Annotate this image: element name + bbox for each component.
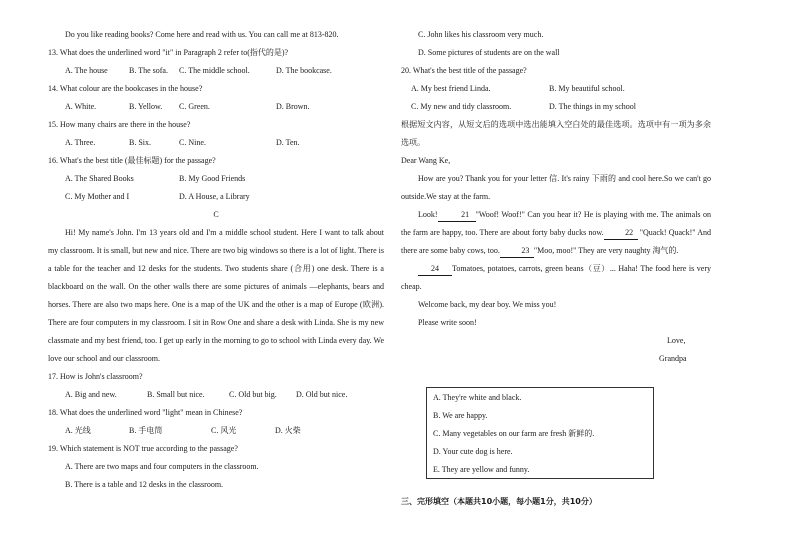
box-option-a[interactable]: A. They're white and black.: [433, 393, 522, 402]
q13-option-a[interactable]: A. The house: [65, 66, 108, 75]
question-15: 15. How many chairs are there in the house?: [48, 120, 191, 129]
question-19: 19. Which statement is NOT true according to the passage?: [48, 444, 238, 453]
box-option-b[interactable]: B. We are happy.: [433, 411, 488, 420]
q15-option-b[interactable]: B. Six.: [129, 138, 152, 147]
q14-option-a[interactable]: A. White.: [65, 102, 97, 111]
letter-paragraph-5: Please write soon!: [418, 318, 477, 327]
q19-option-b[interactable]: B. There is a table and 12 desks in the classroom.: [65, 480, 224, 489]
box-option-c[interactable]: C. Many vegetables on our farm are fresh 新鲜的.: [433, 429, 595, 438]
letter-text: Tomatoes, potatoes, carrots, green beans（豆）... Haha! The food here is very cheap.: [401, 264, 711, 291]
q13-option-d[interactable]: D. The bookcase.: [276, 66, 332, 75]
question-16: 16. What's the best title (最佳标题) for the passage?: [48, 156, 216, 165]
letter-paragraph-1: How are you? Thank you for your letter 信. It's rainy 下雨的 and cool here.So we can't go outside.We stay at the farm.: [401, 174, 711, 201]
answer-options-box: [426, 387, 654, 479]
q16-option-b[interactable]: B. My Good Friends: [179, 174, 246, 183]
q20-option-d[interactable]: D. The things in my school: [549, 102, 636, 111]
question-13: 13. What does the underlined word "it" in Paragraph 2 refer to(指代的是)?: [48, 48, 289, 57]
letter-salutation: Dear Wang Ke,: [401, 156, 451, 165]
q20-option-a[interactable]: A. My best friend Linda.: [411, 84, 491, 93]
q18-option-c[interactable]: C. 风光: [211, 426, 237, 435]
letter-text: Look!: [418, 210, 438, 219]
letter-paragraph-4: Welcome back, my dear boy. We miss you!: [418, 300, 557, 309]
blank-23[interactable]: 23: [500, 245, 534, 258]
question-14: 14. What colour are the bookcases in the house?: [48, 84, 203, 93]
passage-b-tail: Do you like reading books? Come here and read with us. You can call me at 813-820.: [65, 30, 339, 39]
passage-c: Hi! My name's John. I'm 13 years old and I'm a middle school student. Here I want to talk about my classroom. It is small, but new and nice. There are two big windows so there is a lot of light. There is a table for the teacher and 12 desks for the students. Two students share (合用) one desk. There is a blackboard on the wall. On the other walls there are some pictures of animals —elephants, bears and horses. There are also two maps here. One is a map of the UK and the other is a map of Europe (欧洲). There are four computers in my classroom. I sit in Row One and share a desk with Linda. She is my new classmate and my best friend, too. I get up early in the morning to go to school with Linda every day. We love our school and our classroom.: [48, 228, 384, 363]
blank-24[interactable]: 24: [418, 263, 452, 276]
q17-options: [48, 386, 384, 404]
q15-options: [48, 134, 384, 152]
section-3-heading: 三、完形填空（本题共10小题，每小题1分，共10分）: [401, 497, 597, 506]
q17-option-a[interactable]: A. Big and new.: [65, 390, 117, 399]
q14-option-d[interactable]: D. Brown.: [276, 102, 310, 111]
q18-option-a[interactable]: A. 光线: [65, 426, 91, 435]
box-option-e[interactable]: E. They are yellow and funny.: [433, 465, 530, 474]
q15-option-a[interactable]: A. Three.: [65, 138, 96, 147]
q17-option-c[interactable]: C. Old but big.: [229, 390, 277, 399]
q14-option-b[interactable]: B. Yellow.: [129, 102, 163, 111]
left-column: [48, 26, 384, 494]
q18-option-b[interactable]: B. 手电筒: [129, 426, 163, 435]
q16-option-a[interactable]: A. The Shared Books: [65, 174, 134, 183]
q13-options: [48, 62, 384, 80]
q14-options: [48, 98, 384, 116]
q17-option-d[interactable]: D. Old but nice.: [296, 390, 348, 399]
q20-option-c[interactable]: C. My new and tidy classroom.: [411, 102, 512, 111]
q16-option-d[interactable]: D. A House, a Library: [179, 192, 250, 201]
q18-options: [48, 422, 384, 440]
section-letter-c: C: [213, 210, 219, 219]
letter-signature: Grandpa: [659, 354, 687, 363]
letter-text: "Moo, moo!" They are very naughty 淘气的.: [533, 246, 679, 255]
q16-options-row2: [48, 188, 384, 206]
q13-option-c[interactable]: C. The middle school.: [179, 66, 250, 75]
q15-option-c[interactable]: C. Nine.: [179, 138, 206, 147]
q15-option-d[interactable]: D. Ten.: [276, 138, 300, 147]
blank-22[interactable]: 22: [604, 227, 638, 240]
blank-21[interactable]: 21: [438, 209, 476, 222]
right-column: [401, 26, 711, 368]
question-20: 20. What's the best title of the passage?: [401, 66, 527, 75]
letter-text: "Quack! Quack!" And there are some baby cows, too.: [401, 228, 712, 255]
q13-option-b[interactable]: B. The sofa.: [129, 66, 168, 75]
q16-options-row1: [48, 170, 384, 188]
section-instruction: 根据短文内容，从短文后的选项中选出能填入空白处的最佳选项。选项中有一项为多余选项。: [401, 120, 711, 147]
letter-text: "Woof! Woof!" Can you hear it? He is playing with me. The animals on the farm are happy, too. There are about forty baby ducks now.: [401, 210, 711, 237]
q19-option-c[interactable]: C. John likes his classroom very much.: [418, 30, 544, 39]
q19-option-d[interactable]: D. Some pictures of students are on the wall: [418, 48, 560, 57]
q19-option-a[interactable]: A. There are two maps and four computers in the classroom.: [65, 462, 259, 471]
q20-option-b[interactable]: B. My beautiful school.: [549, 84, 625, 93]
q17-option-b[interactable]: B. Small but nice.: [147, 390, 205, 399]
q14-option-c[interactable]: C. Green.: [179, 102, 210, 111]
q16-option-c[interactable]: C. My Mother and I: [65, 192, 130, 201]
box-option-d[interactable]: D. Your cute dog is here.: [433, 447, 513, 456]
question-18: 18. What does the underlined word "light" mean in Chinese?: [48, 408, 243, 417]
question-17: 17. How is John's classroom?: [48, 372, 143, 381]
letter-paragraph-3: [401, 260, 711, 296]
q18-option-d[interactable]: D. 火柴: [275, 426, 301, 435]
q20-options-row2: [401, 98, 711, 116]
letter-paragraph-2: [401, 206, 711, 260]
letter-closing: Love,: [667, 336, 686, 345]
q20-options-row1: [401, 80, 711, 98]
